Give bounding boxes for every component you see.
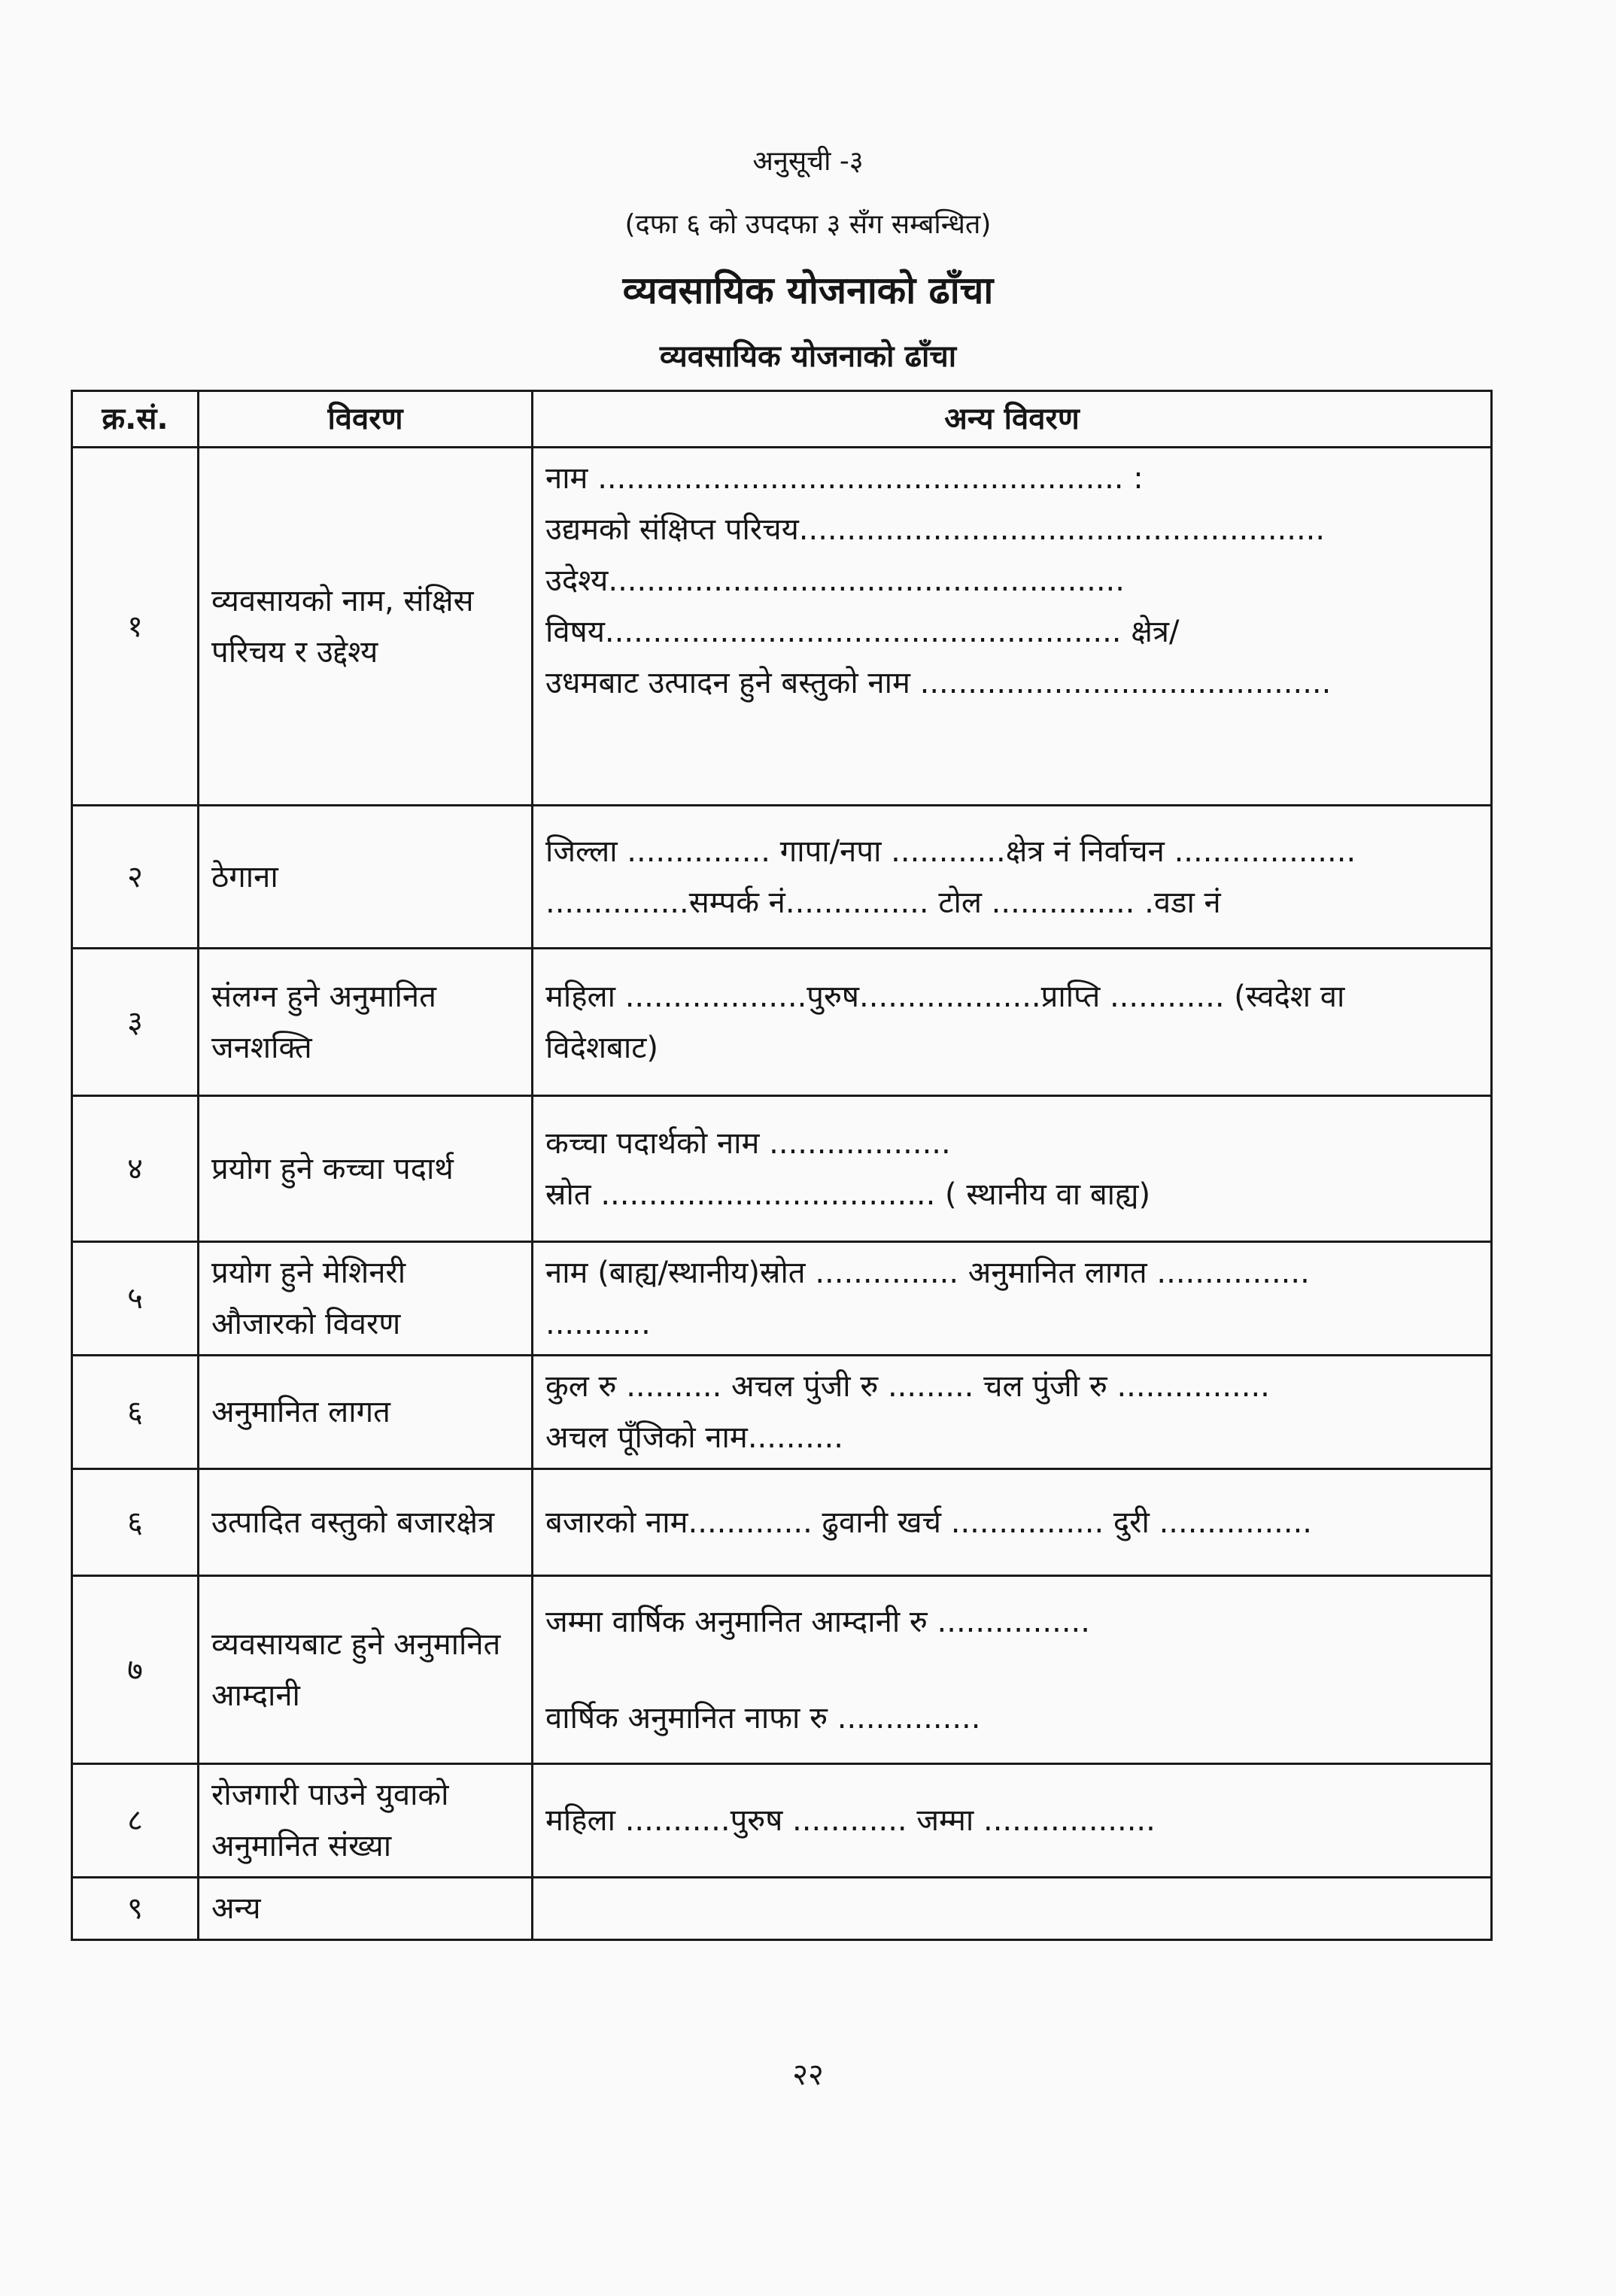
detail-line: जिल्ला ............... गापा/नपा ............क्षेत्र नं निर्वाचन ................... (545, 834, 1356, 869)
table-row (72, 1356, 1492, 1469)
blank-space (545, 1648, 1478, 1693)
row-description: व्यवसायबाट हुने अनुमानित आम्दानी (199, 1576, 533, 1764)
detail-line: उदेश्य...................................................... (545, 563, 1125, 598)
row-number: ४ (72, 1096, 199, 1242)
table-row (72, 1096, 1492, 1242)
section-reference: (दफा ६ को उपदफा ३ सँग सम्बन्धित) (624, 209, 992, 240)
detail-line: महिला ...................पुरुष...................प्राप्ति ............ (स्वदेश वा (545, 979, 1345, 1014)
row-details (533, 1469, 1492, 1576)
table-header-row (72, 391, 1492, 448)
row-description: ठेगाना (199, 806, 533, 949)
table-row (72, 806, 1492, 949)
row-description: प्रयोग हुने मेशिनरी औजारको विवरण (199, 1242, 533, 1356)
row-description: अनुमानित लागत (199, 1356, 533, 1469)
row-description: अन्य (199, 1878, 533, 1940)
detail-line: बजारको नाम............. ढुवानी खर्च ................ दुरी ................ (545, 1505, 1313, 1540)
detail-line: स्रोत ................................... ( स्थानीय वा बाह्य) (545, 1177, 1151, 1212)
table-row (72, 1469, 1492, 1576)
table-row (72, 1576, 1492, 1764)
row-number: ५ (72, 1242, 199, 1356)
row-details (533, 1356, 1492, 1469)
business-plan-table (71, 390, 1493, 1941)
detail-line: कच्चा पदार्थको नाम ................... (545, 1125, 951, 1161)
row-number: ९ (72, 1878, 199, 1940)
row-number: १ (72, 448, 199, 806)
detail-line: नाम (बाह्य/स्थानीय)स्रोत ............... अनुमानित लागत ................ (545, 1256, 1310, 1290)
detail-line: विषय...................................................... क्षेत्र/ (545, 615, 1180, 649)
detail-line: जम्मा वार्षिक अनुमानित आम्दानी रु ................ (545, 1604, 1090, 1639)
column-header-description: विवरण (199, 391, 533, 448)
row-number: ६ (72, 1469, 199, 1576)
row-number: ३ (72, 949, 199, 1096)
detail-line: विदेशबाट) (545, 1030, 659, 1065)
row-details (533, 1878, 1492, 1940)
detail-line: उधमबाट उत्पादन हुने बस्तुको नाम ........................................... (545, 666, 1332, 700)
row-description: संलग्न हुने अनुमानित जनशक्ति (199, 949, 533, 1096)
detail-line: उद्यमको संक्षिप्त परिचय....................................................... (545, 512, 1326, 547)
detail-line: महिला ...........पुरुष ............ जम्मा .................. (545, 1803, 1156, 1838)
row-details (533, 949, 1492, 1096)
row-description: प्रयोग हुने कच्चा पदार्थ (199, 1096, 533, 1242)
table-row (72, 1764, 1492, 1878)
table-row (72, 1242, 1492, 1356)
row-details (533, 1764, 1492, 1878)
table-caption: व्यवसायिक योजनाको ढाँचा (659, 339, 957, 374)
row-number: ८ (72, 1764, 199, 1878)
row-details (533, 1576, 1492, 1764)
detail-line: अचल पूँजिको नाम.......... (545, 1420, 843, 1455)
row-description: रोजगारी पाउने युवाको अनुमानित संख्या (199, 1764, 533, 1878)
detail-line: कुल रु .......... अचल पुंजी रु ......... चल पुंजी रु ................ (545, 1369, 1270, 1404)
row-details (533, 1242, 1492, 1356)
detail-line: ...............सम्पर्क नं............... टोल ............... .वडा नं (545, 885, 1221, 920)
detail-line: ........... (545, 1307, 651, 1341)
row-number: ७ (72, 1576, 199, 1764)
row-description: व्यवसायको नाम, संक्षिस परिचय र उद्देश्य (199, 448, 533, 806)
row-details (533, 1096, 1492, 1242)
row-description: उत्पादित वस्तुको बजारक्षेत्र (199, 1469, 533, 1576)
row-details (533, 448, 1492, 806)
row-number: ६ (72, 1356, 199, 1469)
row-details (533, 806, 1492, 949)
detail-line: नाम ....................................................... : (545, 461, 1144, 496)
table-row (72, 949, 1492, 1096)
table-row (72, 448, 1492, 806)
schedule-label: अनुसूची -३ (752, 146, 864, 177)
column-header-other-details: अन्य विवरण (533, 391, 1492, 448)
page-number: २२ (792, 2058, 824, 2092)
row-number: २ (72, 806, 199, 949)
detail-line: वार्षिक अनुमानित नाफा रु ............... (545, 1700, 981, 1736)
column-header-sn: क्र.सं. (72, 391, 199, 448)
page-title: व्यवसायिक योजनाको ढाँचा (622, 269, 994, 312)
table-row (72, 1878, 1492, 1940)
